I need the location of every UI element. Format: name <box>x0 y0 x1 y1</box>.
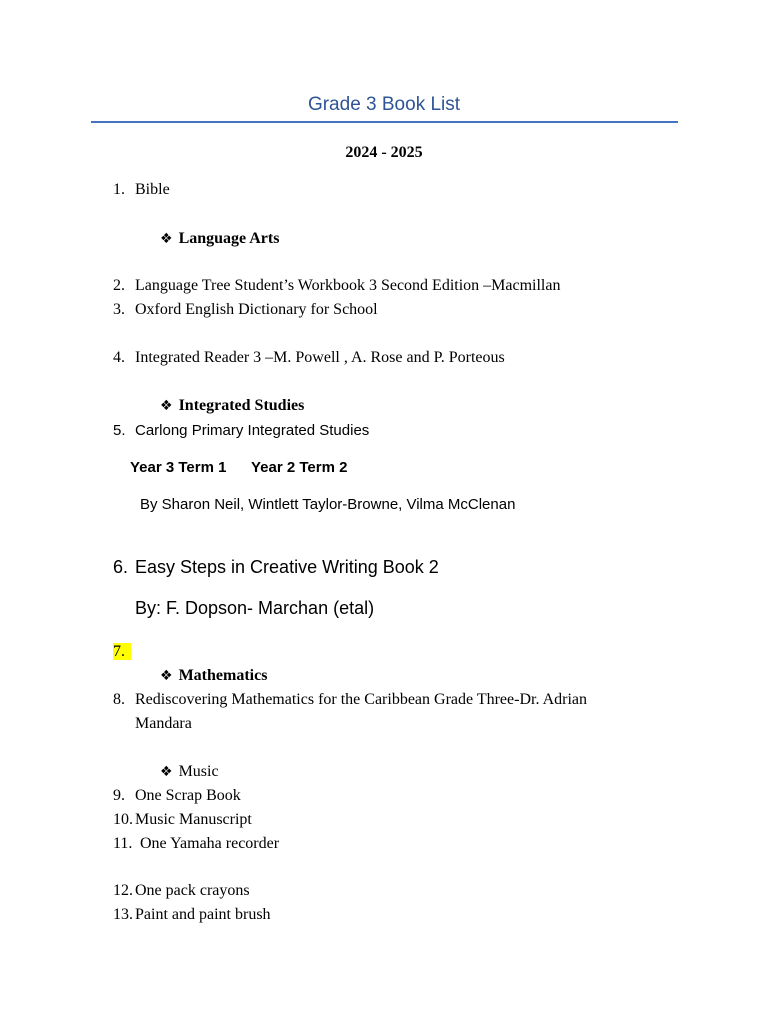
list-item-text: Music Manuscript <box>135 811 252 828</box>
list-item-number: 8. <box>113 691 125 708</box>
section-heading-mathematics <box>160 667 267 685</box>
term-label: Year 2 Term 2 <box>251 459 348 476</box>
list-item-text: Rediscovering Mathematics for the Caribbean Grade Three-Dr. Adrian <box>135 691 587 708</box>
section-heading-language-arts <box>160 230 279 248</box>
list-item-text: Paint and paint brush <box>135 906 271 923</box>
list-item-number: 9. <box>113 787 125 804</box>
list-item-text: Oxford English Dictionary for School <box>135 301 378 318</box>
list-item-number: 7. <box>113 643 131 660</box>
list-item-text: One Scrap Book <box>135 787 241 804</box>
title-divider <box>91 121 678 123</box>
list-item-text: Language Tree Student’s Workbook 3 Second Edition –Macmillan <box>135 277 561 294</box>
list-item-number: 1. <box>113 181 125 198</box>
school-year: 2024 - 2025 <box>345 144 423 161</box>
list-item-text: One Yamaha recorder <box>140 835 280 852</box>
list-item-number: 11. <box>113 835 133 852</box>
highlighted-list-item <box>113 643 131 661</box>
section-heading-integrated-studies <box>160 397 304 415</box>
list-item-number: 10. <box>113 811 133 828</box>
list-item-text: Bible <box>135 181 170 198</box>
list-item-number: 5. <box>113 422 126 439</box>
diamond-bullet-icon: ❖ <box>160 668 173 684</box>
list-item-text: Carlong Primary Integrated Studies <box>135 422 370 439</box>
list-item-text: Easy Steps in Creative Writing Book 2 <box>135 557 439 577</box>
section-heading-label: Music <box>178 763 219 780</box>
page-title: Grade 3 Book List <box>307 94 461 115</box>
authors-line: By Sharon Neil, Wintlett Taylor-Browne, Vilma McClenan <box>140 496 516 513</box>
diamond-bullet-icon: ❖ <box>160 398 173 414</box>
list-item-text: Integrated Reader 3 –M. Powell , A. Rose and P. Porteous <box>135 349 505 366</box>
section-heading-music <box>160 763 219 781</box>
list-item-number: 12. <box>113 882 133 899</box>
list-item-number: 4. <box>113 349 125 366</box>
diamond-bullet-icon: ❖ <box>160 231 173 247</box>
list-item-number: 6. <box>113 557 129 577</box>
list-item-number: 3. <box>113 301 125 318</box>
list-item-text-continued: Mandara <box>135 715 192 732</box>
term-label: Year 3 Term 1 <box>130 459 227 476</box>
section-heading-label: Language Arts <box>178 230 280 247</box>
section-heading-label: Integrated Studies <box>178 397 305 414</box>
list-item-text: One pack crayons <box>135 882 250 899</box>
diamond-bullet-icon: ❖ <box>160 764 173 780</box>
authors-line: By: F. Dopson- Marchan (etal) <box>135 598 375 618</box>
list-item-number: 13. <box>113 906 133 923</box>
list-item-number: 2. <box>113 277 125 294</box>
section-heading-label: Mathematics <box>178 667 268 684</box>
